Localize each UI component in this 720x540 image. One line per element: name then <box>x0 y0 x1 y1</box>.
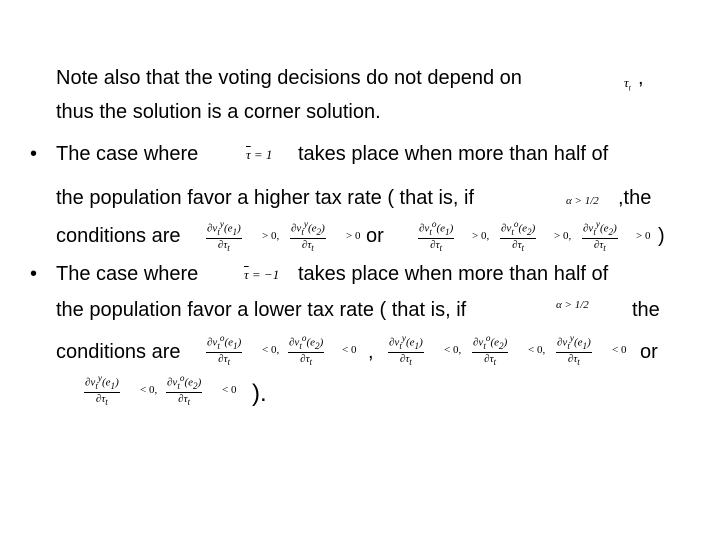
rel-lt0-b: < 0 <box>342 344 357 356</box>
intro-comma: , <box>638 67 644 89</box>
case1-line2-end: ,the <box>618 187 652 209</box>
rel-gt0-b: > 0 <box>346 230 361 242</box>
case2-line2-end: the <box>632 299 660 321</box>
case2-line-2: the population favor a lower tax rate ( that is, if <box>56 299 467 321</box>
case1-after: takes place when more than half of <box>298 143 609 165</box>
rel-lt0-a: < 0, <box>262 344 280 356</box>
deriv-y-e1-c2: $\partial v_t^y(e_1)$ $\partial\tau_t$ <box>389 333 423 368</box>
case1-intro: The case where <box>56 143 199 165</box>
deriv-o-e2-c2: $\partial v_t^o(e_2)$ $\partial\tau_t$ <box>289 333 324 368</box>
rel-lt0-e: < 0 <box>612 344 627 356</box>
case2-end: ). <box>252 380 267 407</box>
case2-line-3: conditions are <box>56 341 181 363</box>
bullet-case-2: • <box>30 263 38 285</box>
case1-close: ) <box>658 225 665 247</box>
deriv-y-e1-c2b: $\partial v_t^y(e_1)$ $\partial\tau_t$ <box>557 333 591 368</box>
case2-or: or <box>640 341 658 363</box>
tau-eq-1: $\overline{\tau} = 1$ <box>246 147 273 162</box>
tau-eq-minus-1: $\overline{\tau} = -1$ <box>244 267 280 282</box>
case2-after: takes place when more than half of <box>298 263 609 285</box>
deriv-o-e2-c2b: $\partial v_t^o(e_2)$ $\partial\tau_t$ <box>473 333 508 368</box>
alpha-gt-half-2: α > 1/2 <box>556 299 589 311</box>
deriv-o-e1: $\partial v_t^o(e_1)$ $\partial\tau_t$ <box>419 219 454 254</box>
bullet-case-1: • <box>30 143 38 165</box>
rel-gt0-d: > 0, <box>554 230 572 242</box>
intro-text: Note also that the voting decisions do not depend on <box>56 67 522 89</box>
case2-comma: , <box>368 341 374 363</box>
tau-t-symbol: $\tau_t$ <box>624 75 631 93</box>
case2-intro: The case where <box>56 263 199 285</box>
rel-gt0-e: > 0 <box>636 230 651 242</box>
deriv-o-e1-c2: $\partial v_t^o(e_1)$ $\partial\tau_t$ <box>207 333 242 368</box>
deriv-y-e2-b: $\partial v_t^y(e_2)$ $\partial\tau_t$ <box>583 219 617 254</box>
rel-lt0-c: < 0, <box>444 344 462 356</box>
alpha-gt-half: α > 1/2 <box>566 195 599 207</box>
rel-gt0-c: > 0, <box>472 230 490 242</box>
deriv-v2-e2-c2: $\partial v_t^o(e_2)$ $\partial\tau_t$ <box>167 373 202 408</box>
rel-lt0-d: < 0, <box>528 344 546 356</box>
intro-line-1 <box>56 66 522 90</box>
deriv-y-e1: $\partial v_t^y(e_1)$ $\partial\tau_t$ <box>207 219 241 254</box>
intro-line-2: thus the solution is a corner solution. <box>56 101 381 123</box>
deriv-v1-e1-c2: $\partial v_t^y(e_1)$ $\partial\tau_t$ <box>85 373 119 408</box>
rel-lt0-g: < 0 <box>222 384 237 396</box>
case1-line-2: the population favor a higher tax rate ( that is, if <box>56 187 475 209</box>
deriv-y-e2: $\partial v_t^y(e_2)$ $\partial\tau_t$ <box>291 219 325 254</box>
case1-or: or <box>366 225 384 247</box>
case1-line-3: conditions are <box>56 225 181 247</box>
rel-gt0-a: > 0, <box>262 230 280 242</box>
rel-lt0-f: < 0, <box>140 384 158 396</box>
deriv-o-e2: $\partial v_t^o(e_2)$ $\partial\tau_t$ <box>501 219 536 254</box>
